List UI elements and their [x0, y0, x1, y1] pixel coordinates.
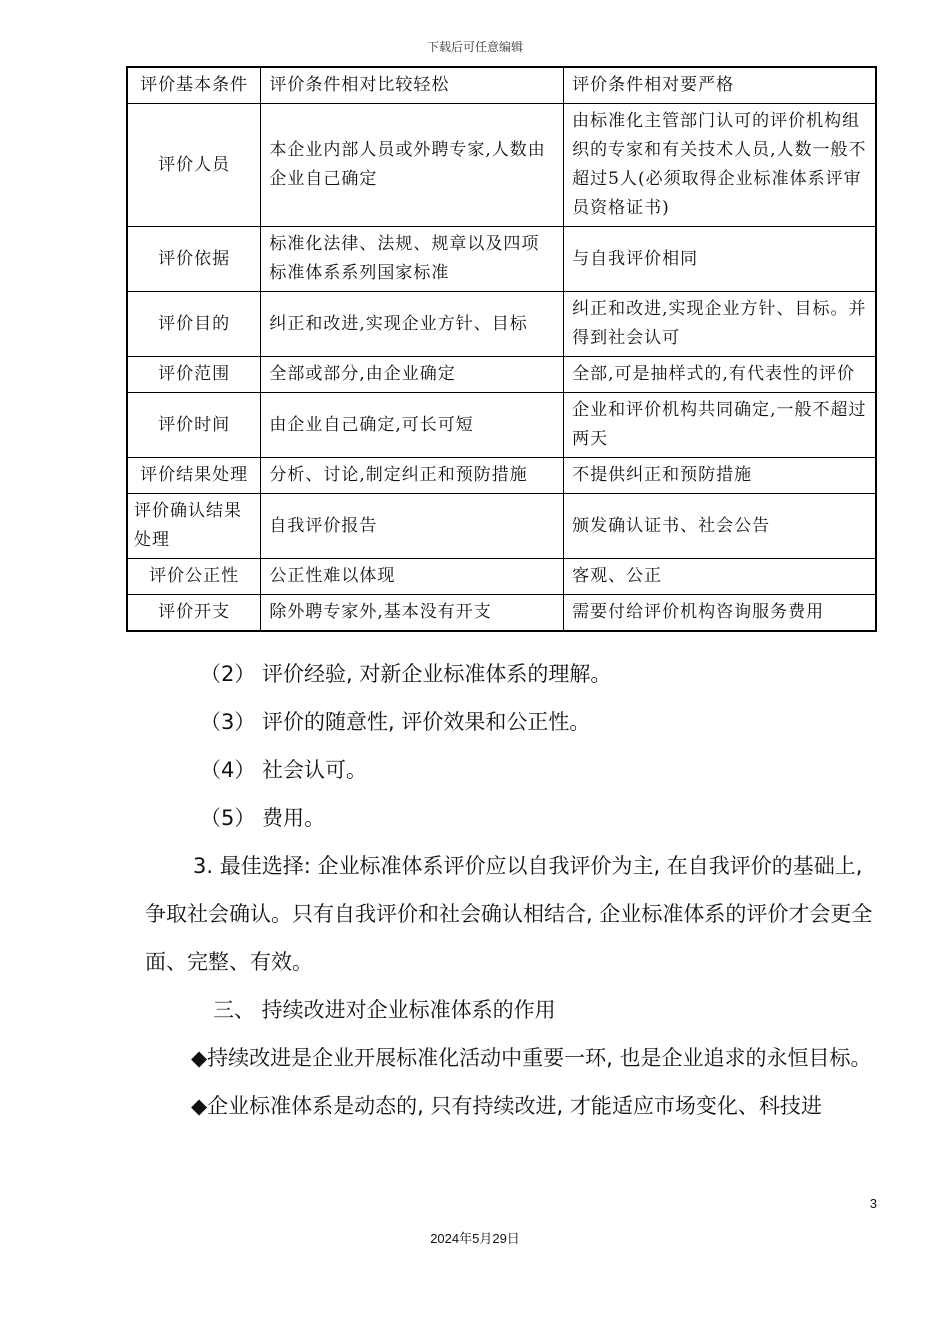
- table-cell: 评价目的: [127, 292, 261, 357]
- table-cell: 本企业内部人员或外聘专家,人数由企业自己确定: [261, 104, 564, 227]
- paragraph-best-choice: 3. 最佳选择: 企业标准体系评价应以自我评价为主, 在自我评价的基础上, 争取社会确认。只有自我评价和社会确认相结合, 企业标准体系的评价才会更全面、完整、有效。: [145, 854, 873, 974]
- table-cell: 客观、公正: [564, 559, 876, 595]
- table-cell: 除外聘专家外,基本没有开支: [261, 595, 564, 632]
- table-cell: 需要付给评价机构咨询服务费用: [564, 595, 876, 632]
- table-cell: 评价公正性: [127, 559, 261, 595]
- paragraph-3: （3） 评价的随意性, 评价效果和公正性。: [200, 710, 591, 734]
- body-text: [145, 650, 880, 1130]
- table-cell: 纠正和改进,实现企业方针、目标: [261, 292, 564, 357]
- table-cell: 评价条件相对比较轻松: [261, 67, 564, 104]
- table-cell: 评价基本条件: [127, 67, 261, 104]
- table-cell: 评价结果处理: [127, 458, 261, 494]
- bullet-paragraph-2: ◆企业标准体系是动态的, 只有持续改进, 才能适应市场变化、科技进: [191, 1094, 822, 1118]
- table-row: [127, 292, 876, 357]
- table-row: [127, 559, 876, 595]
- table-row: [127, 227, 876, 292]
- table-cell: 评价开支: [127, 595, 261, 632]
- comparison-table: [126, 66, 877, 632]
- paragraph-2: （2） 评价经验, 对新企业标准体系的理解。: [200, 662, 612, 686]
- table-cell: 评价依据: [127, 227, 261, 292]
- table-cell: 评价确认结果处理: [127, 494, 261, 559]
- table-cell: 企业和评价机构共同确定,一般不超过两天: [564, 393, 876, 458]
- table-row: [127, 357, 876, 393]
- table-cell: 评价条件相对要严格: [564, 67, 876, 104]
- table-cell: 评价范围: [127, 357, 261, 393]
- table-cell: 全部,可是抽样式的,有代表性的评价: [564, 357, 876, 393]
- table-row: [127, 494, 876, 559]
- table-row: [127, 67, 876, 104]
- table-row: [127, 104, 876, 227]
- section-heading: 三、 持续改进对企业标准体系的作用: [213, 998, 556, 1022]
- table-cell: 不提供纠正和预防措施: [564, 458, 876, 494]
- table-cell: 全部或部分,由企业确定: [261, 357, 564, 393]
- table-cell: 标准化法律、法规、规章以及四项标准体系系列国家标准: [261, 227, 564, 292]
- table-cell: 由企业自己确定,可长可短: [261, 393, 564, 458]
- table-row: [127, 595, 876, 632]
- table-cell: 纠正和改进,实现企业方针、目标。并得到社会认可: [564, 292, 876, 357]
- paragraph-4: （4） 社会认可。: [200, 758, 368, 782]
- table-row: [127, 393, 876, 458]
- paragraph-5: （5） 费用。: [200, 806, 326, 830]
- table-row: [127, 458, 876, 494]
- table-cell: 评价时间: [127, 393, 261, 458]
- table-cell: 由标准化主管部门认可的评价机构组织的专家和有关技术人员,人数一般不超过5人(必须取得企业标准体系评审员资格证书): [564, 104, 876, 227]
- table-cell: 公正性难以体现: [261, 559, 564, 595]
- page-number: 3: [869, 1196, 877, 1211]
- footer-date: 2024年5月29日: [430, 1231, 520, 1246]
- table-cell: 分析、讨论,制定纠正和预防措施: [261, 458, 564, 494]
- table-cell: 与自我评价相同: [564, 227, 876, 292]
- table-cell: 自我评价报告: [261, 494, 564, 559]
- bullet-paragraph-1: ◆持续改进是企业开展标准化活动中重要一环, 也是企业追求的永恒目标。: [191, 1046, 872, 1070]
- table-cell: 颁发确认证书、社会公告: [564, 494, 876, 559]
- page-header: 下载后可任意编辑: [426, 40, 523, 54]
- table-cell: 评价人员: [127, 104, 261, 227]
